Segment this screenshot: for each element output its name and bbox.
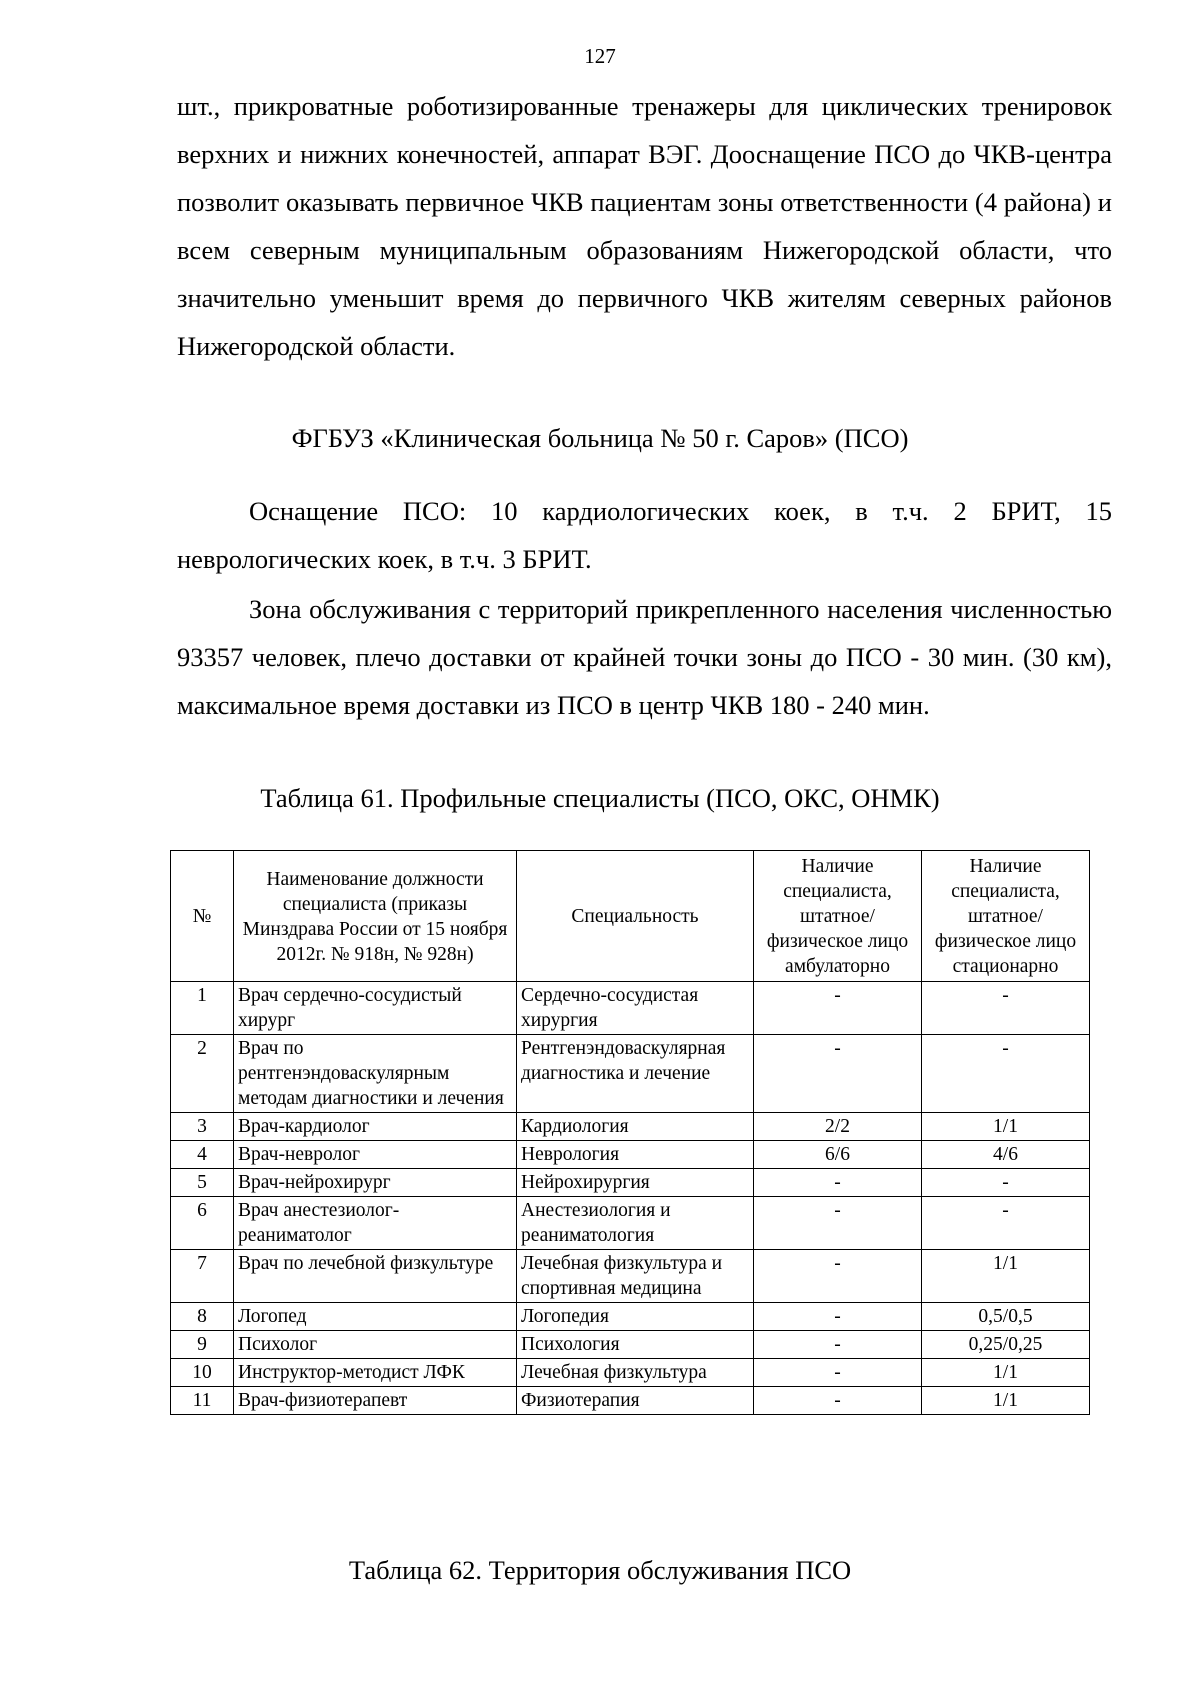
- row-num: 10: [171, 1359, 234, 1387]
- row-specialty: Лечебная физкультура и спортивная медицина: [517, 1250, 754, 1303]
- table-header-row: [171, 851, 1090, 982]
- row-position: Врач-нейрохирург: [234, 1169, 517, 1197]
- row-num: 4: [171, 1141, 234, 1169]
- row-inpatient: 1/1: [922, 1359, 1090, 1387]
- row-specialty: Психология: [517, 1331, 754, 1359]
- paragraph-beds: Оснащение ПСО: 10 кардиологических коек, в т.ч. 2 БРИТ, 15 неврологических коек, в т.ч. 3 БРИТ.: [177, 496, 1112, 574]
- row-inpatient: 4/6: [922, 1141, 1090, 1169]
- page-number: 127: [584, 44, 616, 68]
- row-position: Логопед: [234, 1303, 517, 1331]
- specialists-table: [170, 850, 1090, 1415]
- row-position: Врач сердечно-сосудистый хирург: [234, 982, 517, 1035]
- table-row: [171, 1303, 1090, 1331]
- row-specialty: Кардиология: [517, 1113, 754, 1141]
- table-row: [171, 982, 1090, 1035]
- row-inpatient: 0,5/0,5: [922, 1303, 1090, 1331]
- table-61-caption: Таблица 61. Профильные специалисты (ПСО, ОКС, ОНМК): [260, 783, 940, 813]
- row-num: 3: [171, 1113, 234, 1141]
- row-position: Врач-невролог: [234, 1141, 517, 1169]
- row-specialty: Анестезиология и реаниматология: [517, 1197, 754, 1250]
- row-num: 7: [171, 1250, 234, 1303]
- table-row: [171, 1331, 1090, 1359]
- row-specialty: Лечебная физкультура: [517, 1359, 754, 1387]
- row-position: Врач-физиотерапевт: [234, 1387, 517, 1415]
- row-outpatient: -: [754, 1035, 922, 1113]
- row-num: 8: [171, 1303, 234, 1331]
- table-row: [171, 1387, 1090, 1415]
- row-specialty: Неврология: [517, 1141, 754, 1169]
- row-outpatient: -: [754, 1331, 922, 1359]
- row-specialty: Логопедия: [517, 1303, 754, 1331]
- row-outpatient: 2/2: [754, 1113, 922, 1141]
- paragraph-service-zone: Зона обслуживания с территорий прикрепленного населения численностью 93357 человек, плечо доставки от крайней точки зоны до ПСО - 30 мин. (30 км), максимальное время доставки из ПСО в центр ЧКВ 180 - 240 мин.: [177, 594, 1112, 720]
- row-outpatient: -: [754, 1387, 922, 1415]
- table-row: [171, 1141, 1090, 1169]
- row-outpatient: -: [754, 1250, 922, 1303]
- row-inpatient: -: [922, 1169, 1090, 1197]
- row-position: Врач по рентгенэндоваскулярным методам диагностики и лечения: [234, 1035, 517, 1113]
- row-specialty: Нейрохирургия: [517, 1169, 754, 1197]
- row-position: Врач-кардиолог: [234, 1113, 517, 1141]
- table-row: [171, 1250, 1090, 1303]
- row-inpatient: 1/1: [922, 1387, 1090, 1415]
- row-position: Врач по лечебной физкультуре: [234, 1250, 517, 1303]
- row-outpatient: -: [754, 1197, 922, 1250]
- organization-heading: ФГБУЗ «Клиническая больница № 50 г. Саров» (ПСО): [291, 423, 909, 453]
- header-position: Наименование должности специалиста (приказы Минздрава России от 15 ноября 2012г. № 918н, № 928н): [234, 851, 517, 982]
- header-inpatient: Наличие специалиста, штатное/физическое лицо стационарно: [922, 851, 1090, 982]
- header-outpatient: Наличие специалиста, штатное/физическое лицо амбулаторно: [754, 851, 922, 982]
- row-outpatient: -: [754, 1169, 922, 1197]
- table-row: [171, 1359, 1090, 1387]
- paragraph-equipment: шт., прикроватные роботизированные тренажеры для циклических тренировок верхних и нижних конечностей, аппарат ВЭГ. Дооснащение ПСО до ЧКВ-центра позволит оказывать первичное ЧКВ пациентам зоны ответственности (4 района) и всем северным муниципальным образованиям Нижегородской области, что значительно уменьшит время до первичного ЧКВ жителям северных районов Нижегородской области.: [177, 91, 1112, 361]
- row-num: 11: [171, 1387, 234, 1415]
- table-row: [171, 1035, 1090, 1113]
- row-inpatient: 1/1: [922, 1250, 1090, 1303]
- row-inpatient: -: [922, 1035, 1090, 1113]
- header-specialty: Специальность: [517, 851, 754, 982]
- row-num: 2: [171, 1035, 234, 1113]
- row-position: Инструктор-методист ЛФК: [234, 1359, 517, 1387]
- table-row: [171, 1169, 1090, 1197]
- table-row: [171, 1197, 1090, 1250]
- row-outpatient: -: [754, 982, 922, 1035]
- row-specialty: Рентгенэндоваскулярная диагностика и лечение: [517, 1035, 754, 1113]
- row-inpatient: 1/1: [922, 1113, 1090, 1141]
- row-specialty: Сердечно-сосудистая хирургия: [517, 982, 754, 1035]
- row-outpatient: 6/6: [754, 1141, 922, 1169]
- row-num: 9: [171, 1331, 234, 1359]
- row-num: 6: [171, 1197, 234, 1250]
- table-62-caption: Таблица 62. Территория обслуживания ПСО: [348, 1555, 852, 1585]
- row-inpatient: -: [922, 1197, 1090, 1250]
- table-row: [171, 1113, 1090, 1141]
- row-inpatient: 0,25/0,25: [922, 1331, 1090, 1359]
- row-inpatient: -: [922, 982, 1090, 1035]
- row-outpatient: -: [754, 1303, 922, 1331]
- row-specialty: Физиотерапия: [517, 1387, 754, 1415]
- row-position: Врач анестезиолог-реаниматолог: [234, 1197, 517, 1250]
- row-num: 5: [171, 1169, 234, 1197]
- row-position: Психолог: [234, 1331, 517, 1359]
- header-num: №: [171, 851, 234, 982]
- row-num: 1: [171, 982, 234, 1035]
- row-outpatient: -: [754, 1359, 922, 1387]
